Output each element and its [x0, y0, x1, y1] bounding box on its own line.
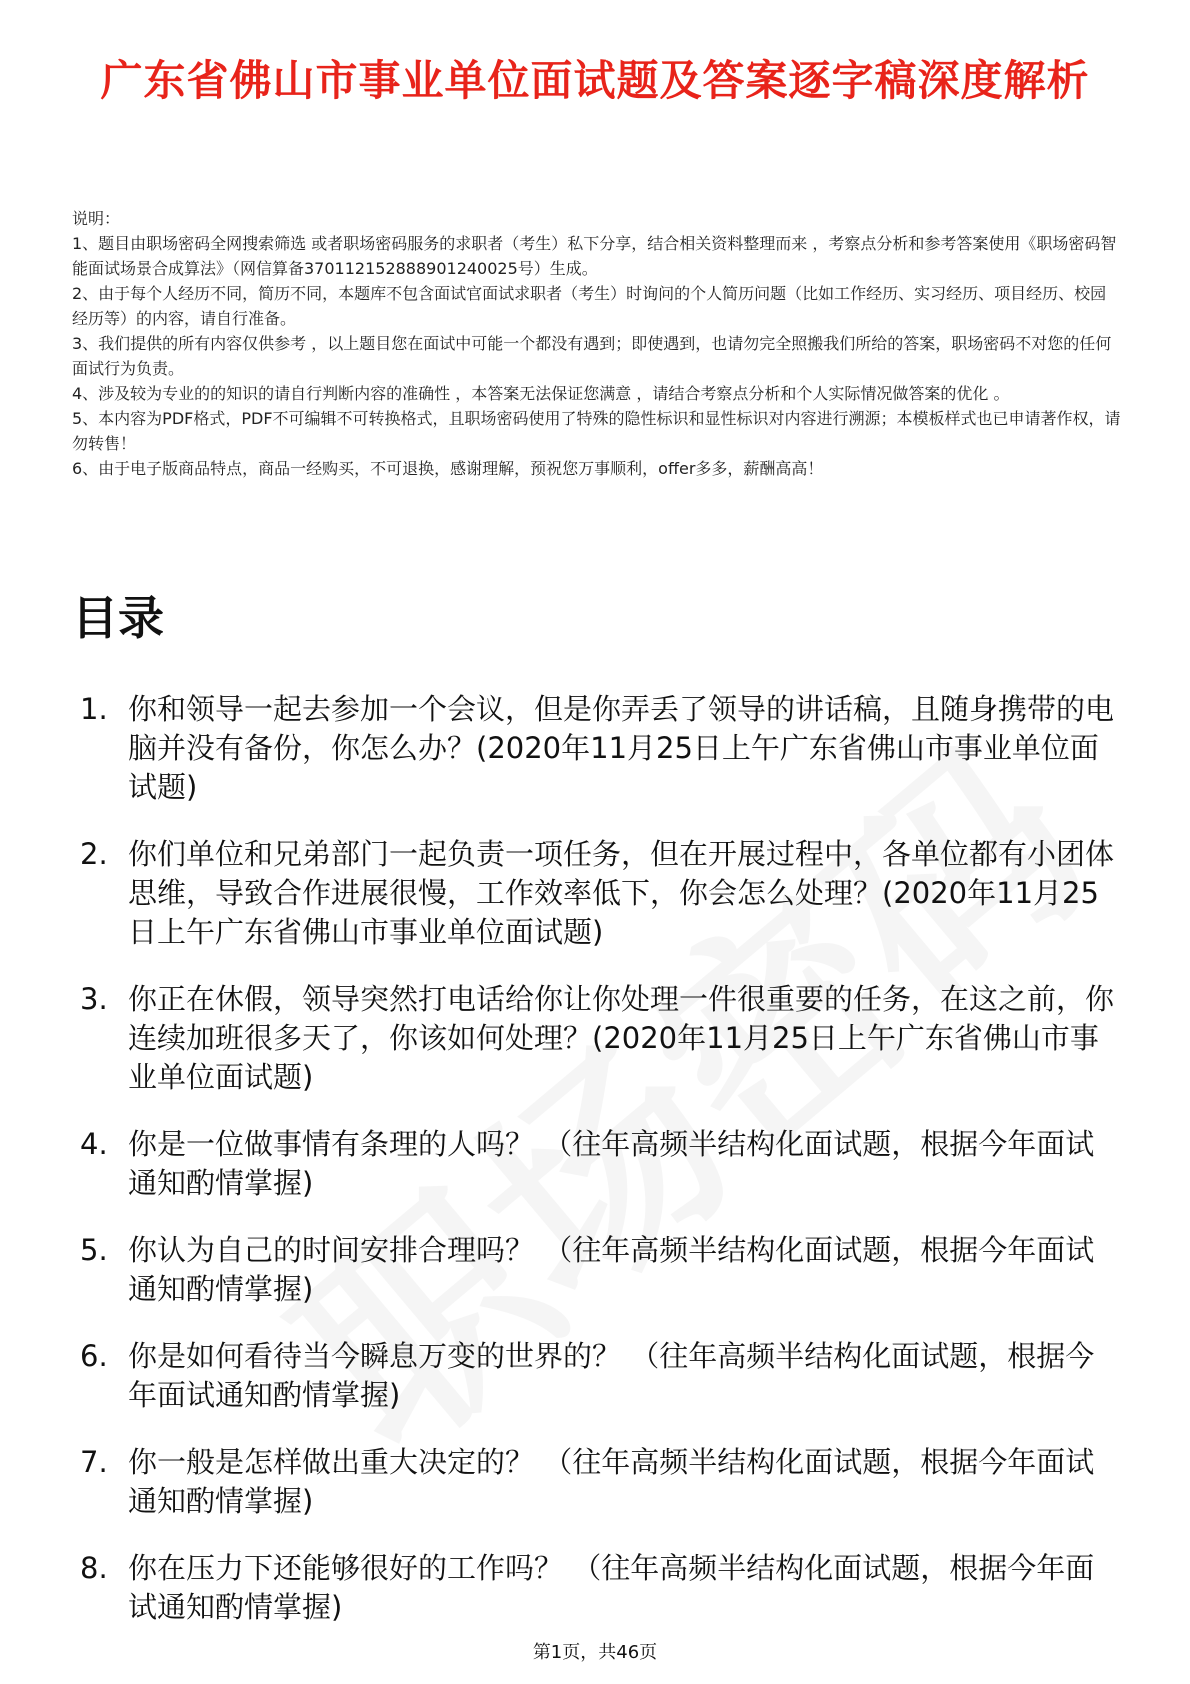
toc-item-number: 8. — [80, 1551, 108, 1585]
toc-item-text: 你是如何看待当今瞬息万变的世界的？ （往年高频半结构化面试题，根据今年面试通知酌情掌握) — [128, 1339, 1095, 1412]
notes-section — [72, 206, 1122, 481]
toc-item-text: 你正在休假，领导突然打电话给你让你处理一件很重要的任务，在这之前，你连续加班很多天了，你该如何处理？(2020年11月25日上午广东省佛山市事业单位面试题) — [128, 982, 1115, 1094]
toc-item-number: 5. — [80, 1233, 108, 1267]
toc-item-text: 你认为自己的时间安排合理吗？ （往年高频半结构化面试题，根据今年面试通知酌情掌握) — [128, 1233, 1095, 1306]
toc-item-number: 7. — [80, 1445, 108, 1479]
toc-item-4[interactable] — [72, 1125, 1122, 1203]
toc-item-3[interactable] — [72, 980, 1122, 1097]
toc-item-8[interactable] — [72, 1549, 1122, 1627]
toc-item-text: 你和领导一起去参加一个会议，但是你弄丢了领导的讲话稿，且随身携带的电脑并没有备份，你怎么办？(2020年11月25日上午广东省佛山市事业单位面试题) — [128, 692, 1115, 804]
document-title: 广东省佛山市事业单位面试题及答案逐字稿深度解析 — [100, 56, 1090, 105]
toc-item-number: 2. — [80, 837, 108, 871]
toc-item-7[interactable] — [72, 1443, 1122, 1521]
toc-item-number: 1. — [80, 692, 108, 726]
toc-item-6[interactable] — [72, 1337, 1122, 1415]
toc-list — [72, 690, 1122, 1655]
note-4: 4、涉及较为专业的的知识的请自行判断内容的准确性 ，本答案无法保证您满意 ，请结合考察点分析和个人实际情况做答案的优化 。 — [72, 384, 1010, 403]
toc-heading: 目录 — [72, 591, 164, 645]
note-6: 6、由于电子版商品特点，商品一经购买，不可退换，感谢理解，预祝您万事顺利，offer多多，薪酬高高！ — [72, 459, 824, 478]
toc-item-number: 6. — [80, 1339, 108, 1373]
page-footer: 第1页，共46页 — [532, 1642, 658, 1663]
toc-item-2[interactable] — [72, 835, 1122, 952]
toc-item-text: 你在压力下还能够很好的工作吗？ （往年高频半结构化面试题，根据今年面试通知酌情掌握) — [128, 1551, 1095, 1624]
toc-item-5[interactable] — [72, 1231, 1122, 1309]
toc-item-number: 4. — [80, 1127, 108, 1161]
note-5: 5、本内容为PDF格式，PDF不可编辑不可转换格式，且职场密码使用了特殊的隐性标识和显性标识对内容进行溯源；本模板样式也已申请著作权，请勿转售！ — [72, 409, 1121, 453]
toc-item-number: 3. — [80, 982, 108, 1016]
note-2: 2、由于每个人经历不同，简历不同，本题库不包含面试官面试求职者（考生）时询问的个人简历问题（比如工作经历、实习经历、项目经历、校园经历等）的内容，请自行准备。 — [72, 284, 1107, 328]
note-3: 3、我们提供的所有内容仅供参考 ，以上题目您在面试中可能一个都没有遇到；即使遇到，也请勿完全照搬我们所给的答案，职场密码不对您的任何面试行为负责。 — [72, 334, 1112, 378]
toc-item-1[interactable] — [72, 690, 1122, 807]
note-1: 1、题目由职场密码全网搜索筛选 或者职场密码服务的求职者（考生）私下分享，结合相关资料整理而来 ，考察点分析和参考答案使用《职场密码智能面试场景合成算法》（网信算备370112152888901240025号）生成。 — [72, 234, 1117, 278]
notes-label: 说明： — [72, 209, 121, 228]
toc-item-text: 你一般是怎样做出重大决定的？ （往年高频半结构化面试题，根据今年面试通知酌情掌握) — [128, 1445, 1095, 1518]
toc-item-text: 你们单位和兄弟部门一起负责一项任务，但在开展过程中，各单位都有小团体思维，导致合作进展很慢，工作效率低下，你会怎么处理？(2020年11月25日上午广东省佛山市事业单位面试题) — [128, 837, 1115, 949]
toc-item-text: 你是一位做事情有条理的人吗？ （往年高频半结构化面试题，根据今年面试通知酌情掌握) — [128, 1127, 1095, 1200]
